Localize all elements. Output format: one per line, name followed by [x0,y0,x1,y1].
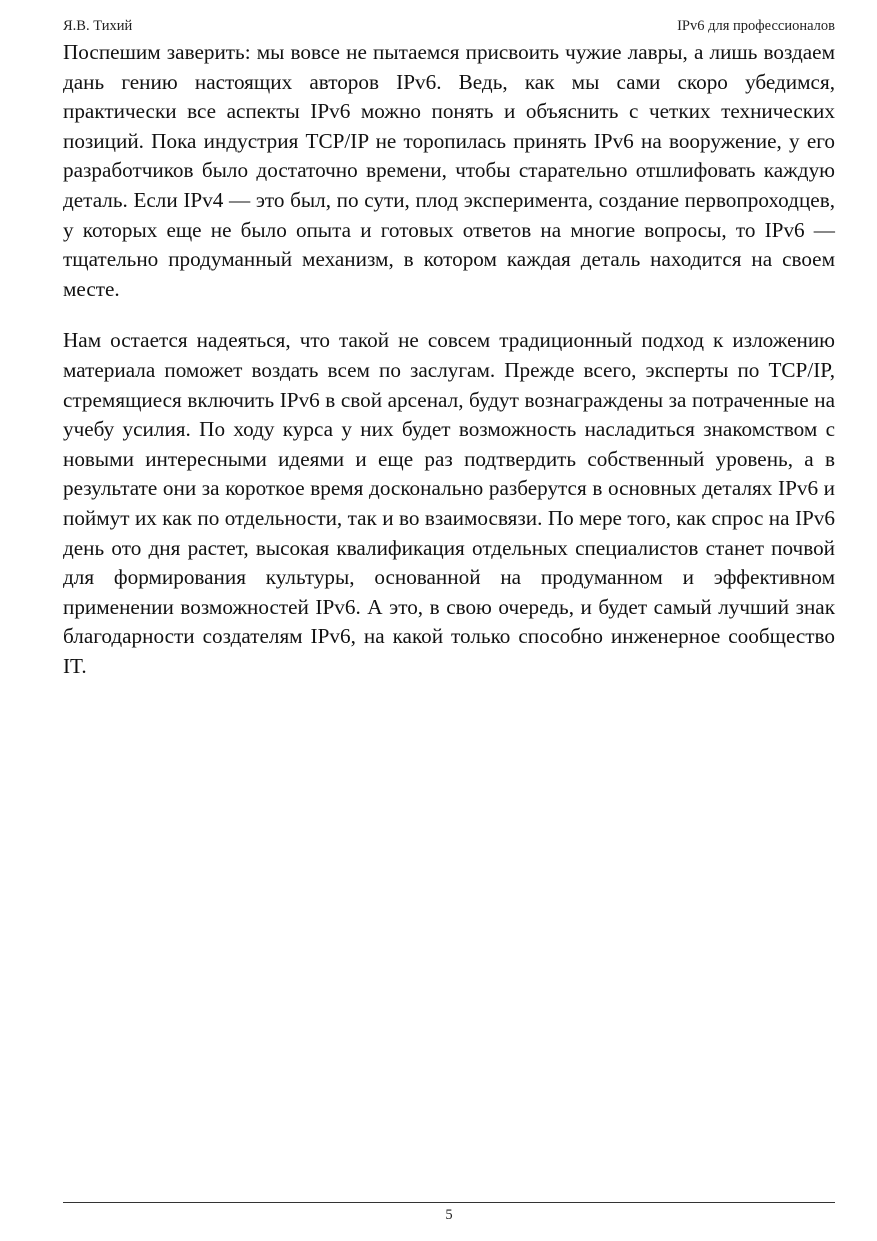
page-header [63,16,835,36]
footer-divider [63,1202,835,1203]
page-number: 5 [445,1207,453,1223]
paragraph-2: Нам остается надеяться, что такой не совсем традиционный подход к изложению материала поможет воздать всем по заслугам. Прежде всего, эксперты по TCP/IP, стремящиеся включить IPv6 в свой арсенал, будут вознаграждены за потраченные на учебу усилия. По ходу курса у них будет возможность насладиться знакомством с новыми интересными идеями и еще раз подтвердить собственный уровень, а в результате они за короткое время досконально разберутся в основных деталях IPv6 и поймут их как по отдельности, так и во взаимосвязи. По мере того, как спрос на IPv6 день ото дня растет, высокая квалификация отдельных специалистов станет почвой для формирования культуры, основанной на продуманном и эффективном применении возможностей IPv6. А это, в свою очередь, и будет самый лучший знак благодарности создателям IPv6, на какой только способно инженерное сообщество IT. [63,328,835,678]
paragraph-1: Поспешим заверить: мы вовсе не пытаемся присвоить чужие лавры, а лишь воздаем дань гению настоящих авторов IPv6. Ведь, как мы сами скоро убедимся, практически все аспекты IPv6 можно понять и объяснить с четких технических позиций. Пока индустрия TCP/IP не торопилась принять IPv6 на вооружение, у его разработчиков было достаточно времени, чтобы старательно отшлифовать каждую деталь. Если IPv4 — это был, по сути, плод эксперимента, создание первопроходцев, у которых еще не было опыта и готовых ответов на многие вопросы, то IPv6 — тщательно продуманный механизм, в котором каждая деталь находится на своем месте. [63,40,835,301]
header-author: Я.В. Тихий [63,18,133,34]
page-body [63,38,835,681]
header-book-title: IPv6 для профессионалов [677,18,835,34]
